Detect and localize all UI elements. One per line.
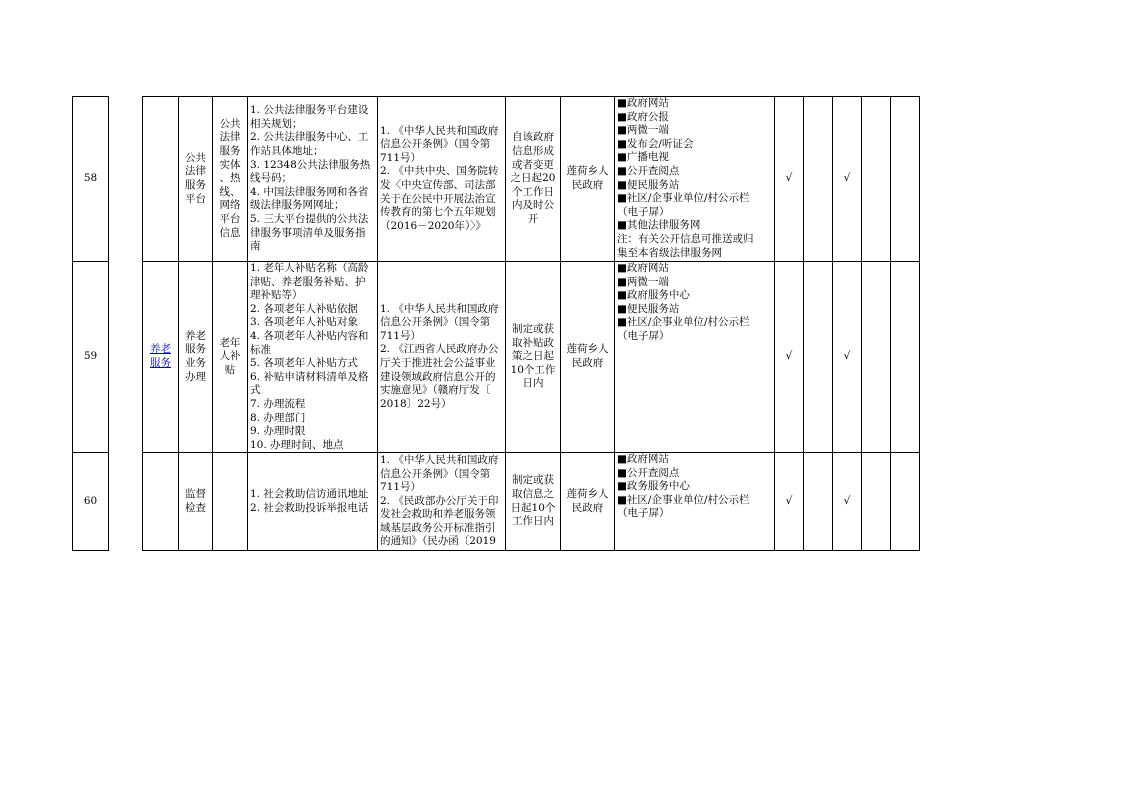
subcategory-line: 公共 [185, 151, 206, 164]
basis-line: 711号） [380, 151, 422, 164]
spacer-cell [109, 97, 143, 262]
channel-line: ■发布会/听证会 [617, 137, 694, 150]
channel-line: ■政府网站 [617, 262, 669, 274]
channel-line: ■公开查阅点 [617, 164, 680, 177]
item-line: 人补 [219, 350, 241, 363]
empty-mark-cell [804, 97, 833, 262]
basis-cell [378, 97, 506, 262]
timeline-cell [506, 97, 561, 262]
timeline-line: 日内 [522, 377, 544, 390]
row-number: 60 [73, 453, 109, 551]
timeline-line: 个工作日 [512, 185, 554, 198]
timeline-line: 自该政府 [512, 131, 554, 144]
timeline-line: 取信息之 [512, 487, 554, 500]
empty-mark-cell [862, 453, 891, 551]
timeline-cell [506, 453, 561, 551]
subcategory-line: 养老 [185, 329, 206, 342]
content-line: 标准 [250, 343, 271, 356]
channel-line: （电子屏） [617, 205, 670, 218]
subject-line: 民政府 [571, 501, 604, 514]
content-line: 2. 各项老年人补贴依据 [250, 302, 358, 315]
empty-mark-cell [891, 453, 920, 551]
content-line: 7. 办理流程 [250, 397, 306, 410]
checkmark-cell: √ [833, 97, 862, 262]
content-line: 6. 补贴申请材料清单及格 [250, 370, 369, 383]
basis-line: 2. 《中共中央、国务院转 [380, 165, 499, 178]
content-line: 4. 各项老年人补贴内容和 [250, 329, 369, 342]
timeline-line: 之日起20 [510, 172, 556, 185]
empty-mark-cell [862, 97, 891, 262]
subcategory-line: 服务 [185, 343, 206, 356]
content-line: 5. 各项老年人补贴方式 [250, 357, 358, 370]
item-cell [213, 453, 248, 551]
basis-line: 的通知》（民办函〔2019 [380, 535, 496, 548]
spacer-cell [109, 262, 143, 453]
basis-line: 发社会救助和养老服务领 [380, 508, 496, 521]
timeline-cell [506, 262, 561, 453]
timeline-line: 内及时公 [512, 199, 554, 212]
timeline-line: 策之日起 [512, 350, 554, 363]
timeline-line: 日起10个 [510, 501, 556, 514]
category-link-text: 服务 [150, 357, 171, 369]
table-row [73, 453, 920, 551]
subject-cell [561, 97, 615, 262]
item-line: 公共 [219, 117, 241, 130]
channel-line: ■便民服务站 [617, 178, 680, 191]
content-cell [248, 453, 378, 551]
item-cell [213, 97, 248, 262]
basis-line: （2016－2020年）〉》 [380, 219, 486, 232]
basis-cell [378, 262, 506, 453]
category-link-text: 养老 [150, 343, 171, 356]
basis-line: 建设领域政府信息公开的 [380, 370, 496, 383]
basis-line: 2. 《江西省人民政府办公 [380, 343, 499, 356]
channel-line: ■政府服务中心 [617, 289, 690, 302]
channel-line: ■政务服务中心 [617, 480, 690, 493]
content-line: 5. 三大平台提供的公共法 [250, 212, 369, 225]
subject-line: 莲荷乡人 [566, 165, 609, 178]
channel-line: ■社区/企事业单位/村公示栏 [617, 192, 750, 205]
item-line: 法律 [219, 131, 241, 144]
basis-line: 1. 《中华人民共和国政府 [380, 124, 499, 137]
content-line: 3. 各项老年人补贴对象 [250, 316, 358, 329]
item-line: 平台 [219, 212, 241, 225]
content-cell [248, 97, 378, 262]
basis-line: 传教育的第七个五年规划 [380, 206, 496, 219]
subject-line: 莲荷乡人 [566, 487, 609, 500]
item-cell [213, 262, 248, 453]
content-line: 作站具体地址； [250, 145, 324, 158]
basis-line: 1. 《中华人民共和国政府 [380, 302, 499, 315]
channel-line: ■两微一端 [617, 275, 669, 288]
item-line: 网络 [219, 199, 241, 212]
basis-cell [378, 453, 506, 551]
content-line: 1. 公共法律服务平台建设 [250, 104, 369, 117]
channel-line: （电子屏） [617, 329, 670, 342]
disclosure-table [72, 96, 920, 551]
content-line: 律服务事项清单及服务指 [250, 226, 366, 239]
channels-cell [615, 97, 775, 262]
basis-line: 1. 《中华人民共和国政府 [380, 453, 499, 466]
basis-line: 厅关于推进社会公益事业 [380, 357, 496, 369]
item-line: 信息 [219, 226, 241, 239]
basis-line: 关于在公民中开展法治宣 [380, 192, 496, 205]
channel-line: ■社区/企事业单位/村公示栏 [617, 493, 750, 506]
subcategory-line: 服务 [185, 179, 206, 191]
empty-mark-cell [862, 262, 891, 453]
channel-line: （电子屏） [617, 507, 670, 520]
subcategory-line: 法律 [185, 165, 206, 178]
category-cell [143, 97, 179, 262]
subject-cell [561, 453, 615, 551]
subcategory-line: 平台 [185, 192, 206, 205]
content-line: 1. 老年人补贴名称（高龄 [250, 262, 369, 274]
item-line: 贴 [224, 363, 236, 376]
timeline-line: 开 [527, 212, 539, 225]
item-line: 老年 [219, 336, 241, 349]
empty-mark-cell [804, 262, 833, 453]
subcategory-cell [179, 97, 213, 262]
content-line: 相关规划； [250, 117, 303, 130]
content-line: 式 [250, 384, 261, 397]
subject-line: 莲荷乡人 [566, 343, 609, 356]
subject-line: 民政府 [571, 179, 604, 191]
content-line: 津贴、养老服务补贴、护 [250, 275, 366, 288]
basis-line: 信息公开条例》（国令第 [380, 316, 491, 329]
empty-mark-cell [891, 262, 920, 453]
channel-line: 集至本省级法律服务网 [617, 246, 722, 259]
timeline-line: 工作日内 [512, 515, 554, 528]
content-line: 4. 中国法律服务网和各省 [250, 185, 369, 198]
item-line: 线、 [219, 185, 241, 198]
channel-line: ■政府网站 [617, 453, 669, 465]
subcategory-cell [179, 453, 213, 551]
checkmark-cell: √ [775, 453, 804, 551]
channels-cell [615, 262, 775, 453]
content-line: 理补贴等） [250, 289, 303, 302]
subject-line: 民政府 [571, 357, 604, 369]
basis-line: 711号） [380, 481, 422, 494]
spacer-cell [109, 453, 143, 551]
channel-line: ■便民服务站 [617, 302, 680, 315]
table-row [73, 262, 920, 453]
subcategory-line: 办理 [185, 370, 206, 383]
checkmark-cell: √ [775, 97, 804, 262]
basis-line: 域基层政务公开标准指引 [380, 521, 496, 534]
category-cell [143, 453, 179, 551]
channel-line: ■政府公报 [617, 110, 669, 123]
content-line: 10. 办理时间、地点 [250, 438, 344, 451]
content-cell [248, 262, 378, 453]
timeline-line: 信息形成 [512, 145, 554, 158]
content-line: 9. 办理时限 [250, 425, 306, 438]
category-link[interactable] [143, 343, 178, 370]
table-row [73, 97, 920, 262]
checkmark-cell: √ [833, 262, 862, 453]
empty-mark-cell [891, 97, 920, 262]
row-number: 59 [73, 262, 109, 453]
timeline-line: 取补贴政 [512, 336, 554, 349]
category-cell [143, 262, 179, 453]
subcategory-line: 监督 [185, 487, 206, 500]
row-number: 58 [73, 97, 109, 262]
timeline-line: 或者变更 [512, 158, 554, 171]
content-line: 3. 12348公共法律服务热 [250, 158, 371, 171]
channel-line: ■政府网站 [617, 97, 669, 109]
timeline-line: 制定或获 [512, 323, 554, 336]
checkmark-cell: √ [833, 453, 862, 551]
basis-line: 2. 《民政部办公厅关于印 [380, 494, 499, 507]
channel-line: 注：有关公开信息可推送或归 [617, 232, 754, 245]
basis-line: 711号） [380, 329, 422, 342]
checkmark-cell: √ [775, 262, 804, 453]
basis-line: 发〈中央宣传部、司法部 [380, 179, 496, 191]
basis-line: 2018〕22号） [380, 397, 452, 410]
channel-line: ■两微一端 [617, 124, 669, 137]
channel-line: ■其他法律服务网 [617, 219, 701, 232]
content-line: 2. 社会救助投诉举报电话 [250, 501, 369, 514]
timeline-line: 10个工作 [510, 363, 556, 376]
basis-line: 信息公开条例》（国令第 [380, 138, 491, 151]
channel-line: ■社区/企事业单位/村公示栏 [617, 316, 750, 329]
basis-line: 信息公开条例》（国令第 [380, 467, 491, 480]
content-line: 8. 办理部门 [250, 411, 306, 424]
channel-line: ■广播电视 [617, 151, 669, 164]
channels-cell [615, 453, 775, 551]
timeline-line: 制定或获 [512, 474, 554, 487]
content-line: 南 [250, 240, 261, 253]
content-line: 线号码； [250, 172, 292, 185]
subcategory-line: 业务 [185, 357, 206, 369]
item-line: 实体 [219, 158, 241, 171]
content-line: 1. 社会救助信访通讯地址 [250, 487, 369, 500]
basis-line: 实施意见》（赣府厅发〔 [380, 384, 491, 397]
content-line: 级法律服务网网址； [250, 199, 345, 212]
item-line: 、热 [219, 172, 241, 185]
item-line: 服务 [219, 145, 241, 158]
empty-mark-cell [804, 453, 833, 551]
channel-line: ■公开查阅点 [617, 466, 680, 479]
content-line: 2. 公共法律服务中心、工 [250, 131, 369, 144]
subcategory-line: 检查 [185, 501, 206, 514]
subject-cell [561, 262, 615, 453]
subcategory-cell [179, 262, 213, 453]
